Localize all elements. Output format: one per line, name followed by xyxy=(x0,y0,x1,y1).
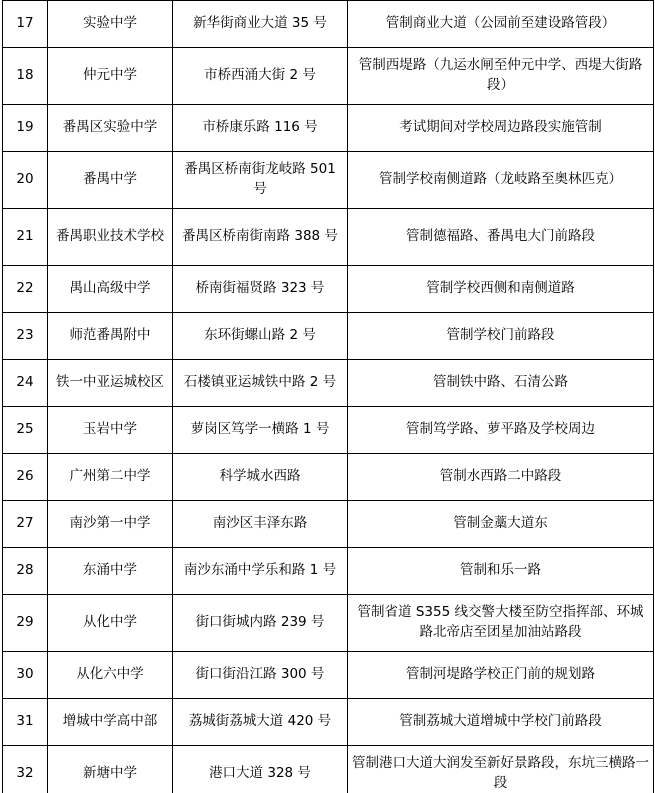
table-row xyxy=(3,209,654,266)
row-index-cell: 31 xyxy=(3,699,48,746)
school-address-cell: 石楼镇亚运城铁中路 2 号 xyxy=(173,360,348,407)
row-index-cell: 19 xyxy=(3,105,48,152)
control-section-cell: 管制省道 S355 线交警大楼至防空指挥部、环城路北帝店至团星加油站路段 xyxy=(348,595,654,652)
school-name-cell: 禺山高级中学 xyxy=(48,266,173,313)
school-name-cell: 实验中学 xyxy=(48,1,173,48)
row-index-cell: 17 xyxy=(3,1,48,48)
school-address-cell: 桥南街福贤路 323 号 xyxy=(173,266,348,313)
control-section-cell: 管制铁中路、石清公路 xyxy=(348,360,654,407)
control-section-cell: 管制港口大道大润发至新好景路段，东坑三横路一段 xyxy=(348,746,654,793)
school-address-cell: 街口街城内路 239 号 xyxy=(173,595,348,652)
school-name-cell: 从化六中学 xyxy=(48,652,173,699)
school-address-cell: 番禺区桥南街南路 388 号 xyxy=(173,209,348,266)
control-section-cell: 管制商业大道（公园前至建设路管段） xyxy=(348,1,654,48)
table-row xyxy=(3,699,654,746)
row-index-cell: 26 xyxy=(3,454,48,501)
school-name-cell: 番禺区实验中学 xyxy=(48,105,173,152)
control-section-cell: 管制笃学路、萝平路及学校周边 xyxy=(348,407,654,454)
row-index-cell: 29 xyxy=(3,595,48,652)
control-section-cell: 管制西堤路（九运水闸至仲元中学、西堤大街路段） xyxy=(348,48,654,105)
control-section-cell: 考试期间对学校周边路段实施管制 xyxy=(348,105,654,152)
row-index-cell: 24 xyxy=(3,360,48,407)
row-index-cell: 27 xyxy=(3,501,48,548)
control-section-cell: 管制荔城大道增城中学校门前路段 xyxy=(348,699,654,746)
row-index-cell: 30 xyxy=(3,652,48,699)
row-index-cell: 21 xyxy=(3,209,48,266)
table-row xyxy=(3,48,654,105)
table-row xyxy=(3,152,654,209)
row-index-cell: 23 xyxy=(3,313,48,360)
row-index-cell: 32 xyxy=(3,746,48,793)
school-address-cell: 南沙东涌中学乐和路 1 号 xyxy=(173,548,348,595)
table-row xyxy=(3,407,654,454)
table-row xyxy=(3,652,654,699)
table-row xyxy=(3,1,654,48)
row-index-cell: 28 xyxy=(3,548,48,595)
school-name-cell: 番禺职业技术学校 xyxy=(48,209,173,266)
table-row xyxy=(3,746,654,793)
table-row xyxy=(3,454,654,501)
school-address-cell: 新华街商业大道 35 号 xyxy=(173,1,348,48)
row-index-cell: 20 xyxy=(3,152,48,209)
row-index-cell: 18 xyxy=(3,48,48,105)
control-section-cell: 管制金藁大道东 xyxy=(348,501,654,548)
control-section-cell: 管制河堤路学校正门前的规划路 xyxy=(348,652,654,699)
school-address-cell: 荔城街荔城大道 420 号 xyxy=(173,699,348,746)
school-address-cell: 市桥康乐路 116 号 xyxy=(173,105,348,152)
school-address-cell: 街口街沿江路 300 号 xyxy=(173,652,348,699)
control-section-cell: 管制学校门前路段 xyxy=(348,313,654,360)
school-name-cell: 番禺中学 xyxy=(48,152,173,209)
control-section-cell: 管制学校西侧和南侧道路 xyxy=(348,266,654,313)
row-index-cell: 25 xyxy=(3,407,48,454)
table-row xyxy=(3,548,654,595)
school-name-cell: 从化中学 xyxy=(48,595,173,652)
school-name-cell: 玉岩中学 xyxy=(48,407,173,454)
school-name-cell: 铁一中亚运城校区 xyxy=(48,360,173,407)
control-section-cell: 管制水西路二中路段 xyxy=(348,454,654,501)
control-section-cell: 管制德福路、番禺电大门前路段 xyxy=(348,209,654,266)
school-name-cell: 新塘中学 xyxy=(48,746,173,793)
school-address-cell: 萝岗区笃学一横路 1 号 xyxy=(173,407,348,454)
table-row xyxy=(3,313,654,360)
school-name-cell: 增城中学高中部 xyxy=(48,699,173,746)
school-name-cell: 南沙第一中学 xyxy=(48,501,173,548)
table-row xyxy=(3,595,654,652)
school-address-cell: 市桥西涌大街 2 号 xyxy=(173,48,348,105)
control-section-cell: 管制学校南侧道路（龙岐路至奥林匹克） xyxy=(348,152,654,209)
school-address-cell: 科学城水西路 xyxy=(173,454,348,501)
table-row xyxy=(3,501,654,548)
table-row xyxy=(3,266,654,313)
row-index-cell: 22 xyxy=(3,266,48,313)
school-address-cell: 东环街螺山路 2 号 xyxy=(173,313,348,360)
school-address-cell: 南沙区丰泽东路 xyxy=(173,501,348,548)
school-address-cell: 港口大道 328 号 xyxy=(173,746,348,793)
table-row xyxy=(3,360,654,407)
table-body xyxy=(3,1,654,793)
control-section-cell: 管制和乐一路 xyxy=(348,548,654,595)
school-name-cell: 东涌中学 xyxy=(48,548,173,595)
school-traffic-control-table xyxy=(2,0,654,793)
school-name-cell: 师范番禺附中 xyxy=(48,313,173,360)
school-name-cell: 广州第二中学 xyxy=(48,454,173,501)
table-row xyxy=(3,105,654,152)
school-address-cell: 番禺区桥南街龙岐路 501 号 xyxy=(173,152,348,209)
school-name-cell: 仲元中学 xyxy=(48,48,173,105)
